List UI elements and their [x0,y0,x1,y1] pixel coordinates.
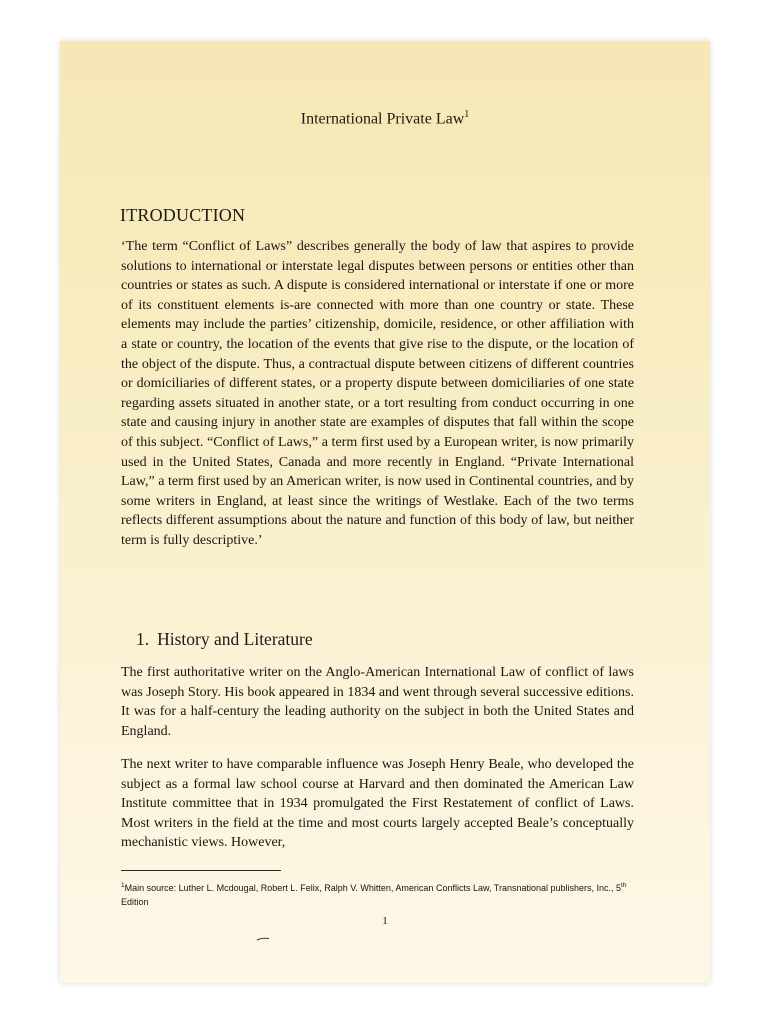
intro-paragraph [121,237,634,551]
footnote-divider [121,870,281,871]
page-title [60,109,710,128]
section-number: 1. [136,629,150,649]
history-paragraph-1 [121,663,634,741]
document-page [60,41,710,983]
footnote [121,879,641,909]
intro-paragraph-text: ‘The term “Conflict of Laws” describes generally the body of law that aspires to provide solutions to international or interstate legal disputes between persons or entities other than countries or states as such. A dispute is considered international or interstate if one or more of its constituent elements is-are connected with more than one country or state. These elements may include the parties’ citizenship, domicile, residence, or other affiliation with a state or country, the location of the events that give rise to the dispute, or the location of the object of the dispute. Thus, a contractual dispute between citizens of different countries or domiciliaries of different states, or a property dispute between domiciliaries of one state regarding assets situated in another state, or a tort resulting from conduct occurring in one state and causing injury in another state are examples of disputes that fall within the scope of this subject. “Conflict of Laws,” a term first used by a European writer, is now primarily used in the United States, Canada and more recently in England. “Private International Law,” a term first used by an American writer, is now used in Continental countries, and by some writers in England, at least since the writings of Westlake. Each of the two terms reflects different assumptions about the nature and function of this body of law, but neither term is fully descriptive.’ [121,239,634,548]
footnote-text-end: Edition [121,897,149,907]
title-footnote-ref: 1 [464,109,470,120]
page-number: 1 [382,915,388,927]
title-text: International Private Law [300,110,465,128]
footnote-text: Main source: Luther L. Mcdougal, Robert L. Felix, Ralph V. Whitten, American Conflicts Law, Transnational publishers, Inc., 5 [124,883,622,893]
section-heading [136,629,313,650]
history-paragraph-2 [121,755,634,853]
history-paragraph-1-text: The first authoritative writer on the Anglo-American International Law of conflict of laws was Joseph Story. His book appeared in 1834 and went through several successive editions. It was for a half-century the leading authority on the subject in both the United States and England. [121,665,634,739]
footnote-marker: 1 [121,882,125,889]
pen-mark-icon [256,937,270,941]
footnote-edition-sup: th [621,882,627,889]
intro-heading: ITRODUCTION [120,205,246,225]
history-paragraph-2-text: The next writer to have comparable influence was Joseph Henry Beale, who developed the subject as a formal law school course at Harvard and then dominated the American Law Institute committee that in 1934 promulgated the First Restatement of conflict of Laws. Most writers in the field at the time and most courts largely accepted Beale’s conceptually mechanistic views. However, [121,757,634,851]
section-title-text: History and Literature [157,629,313,649]
